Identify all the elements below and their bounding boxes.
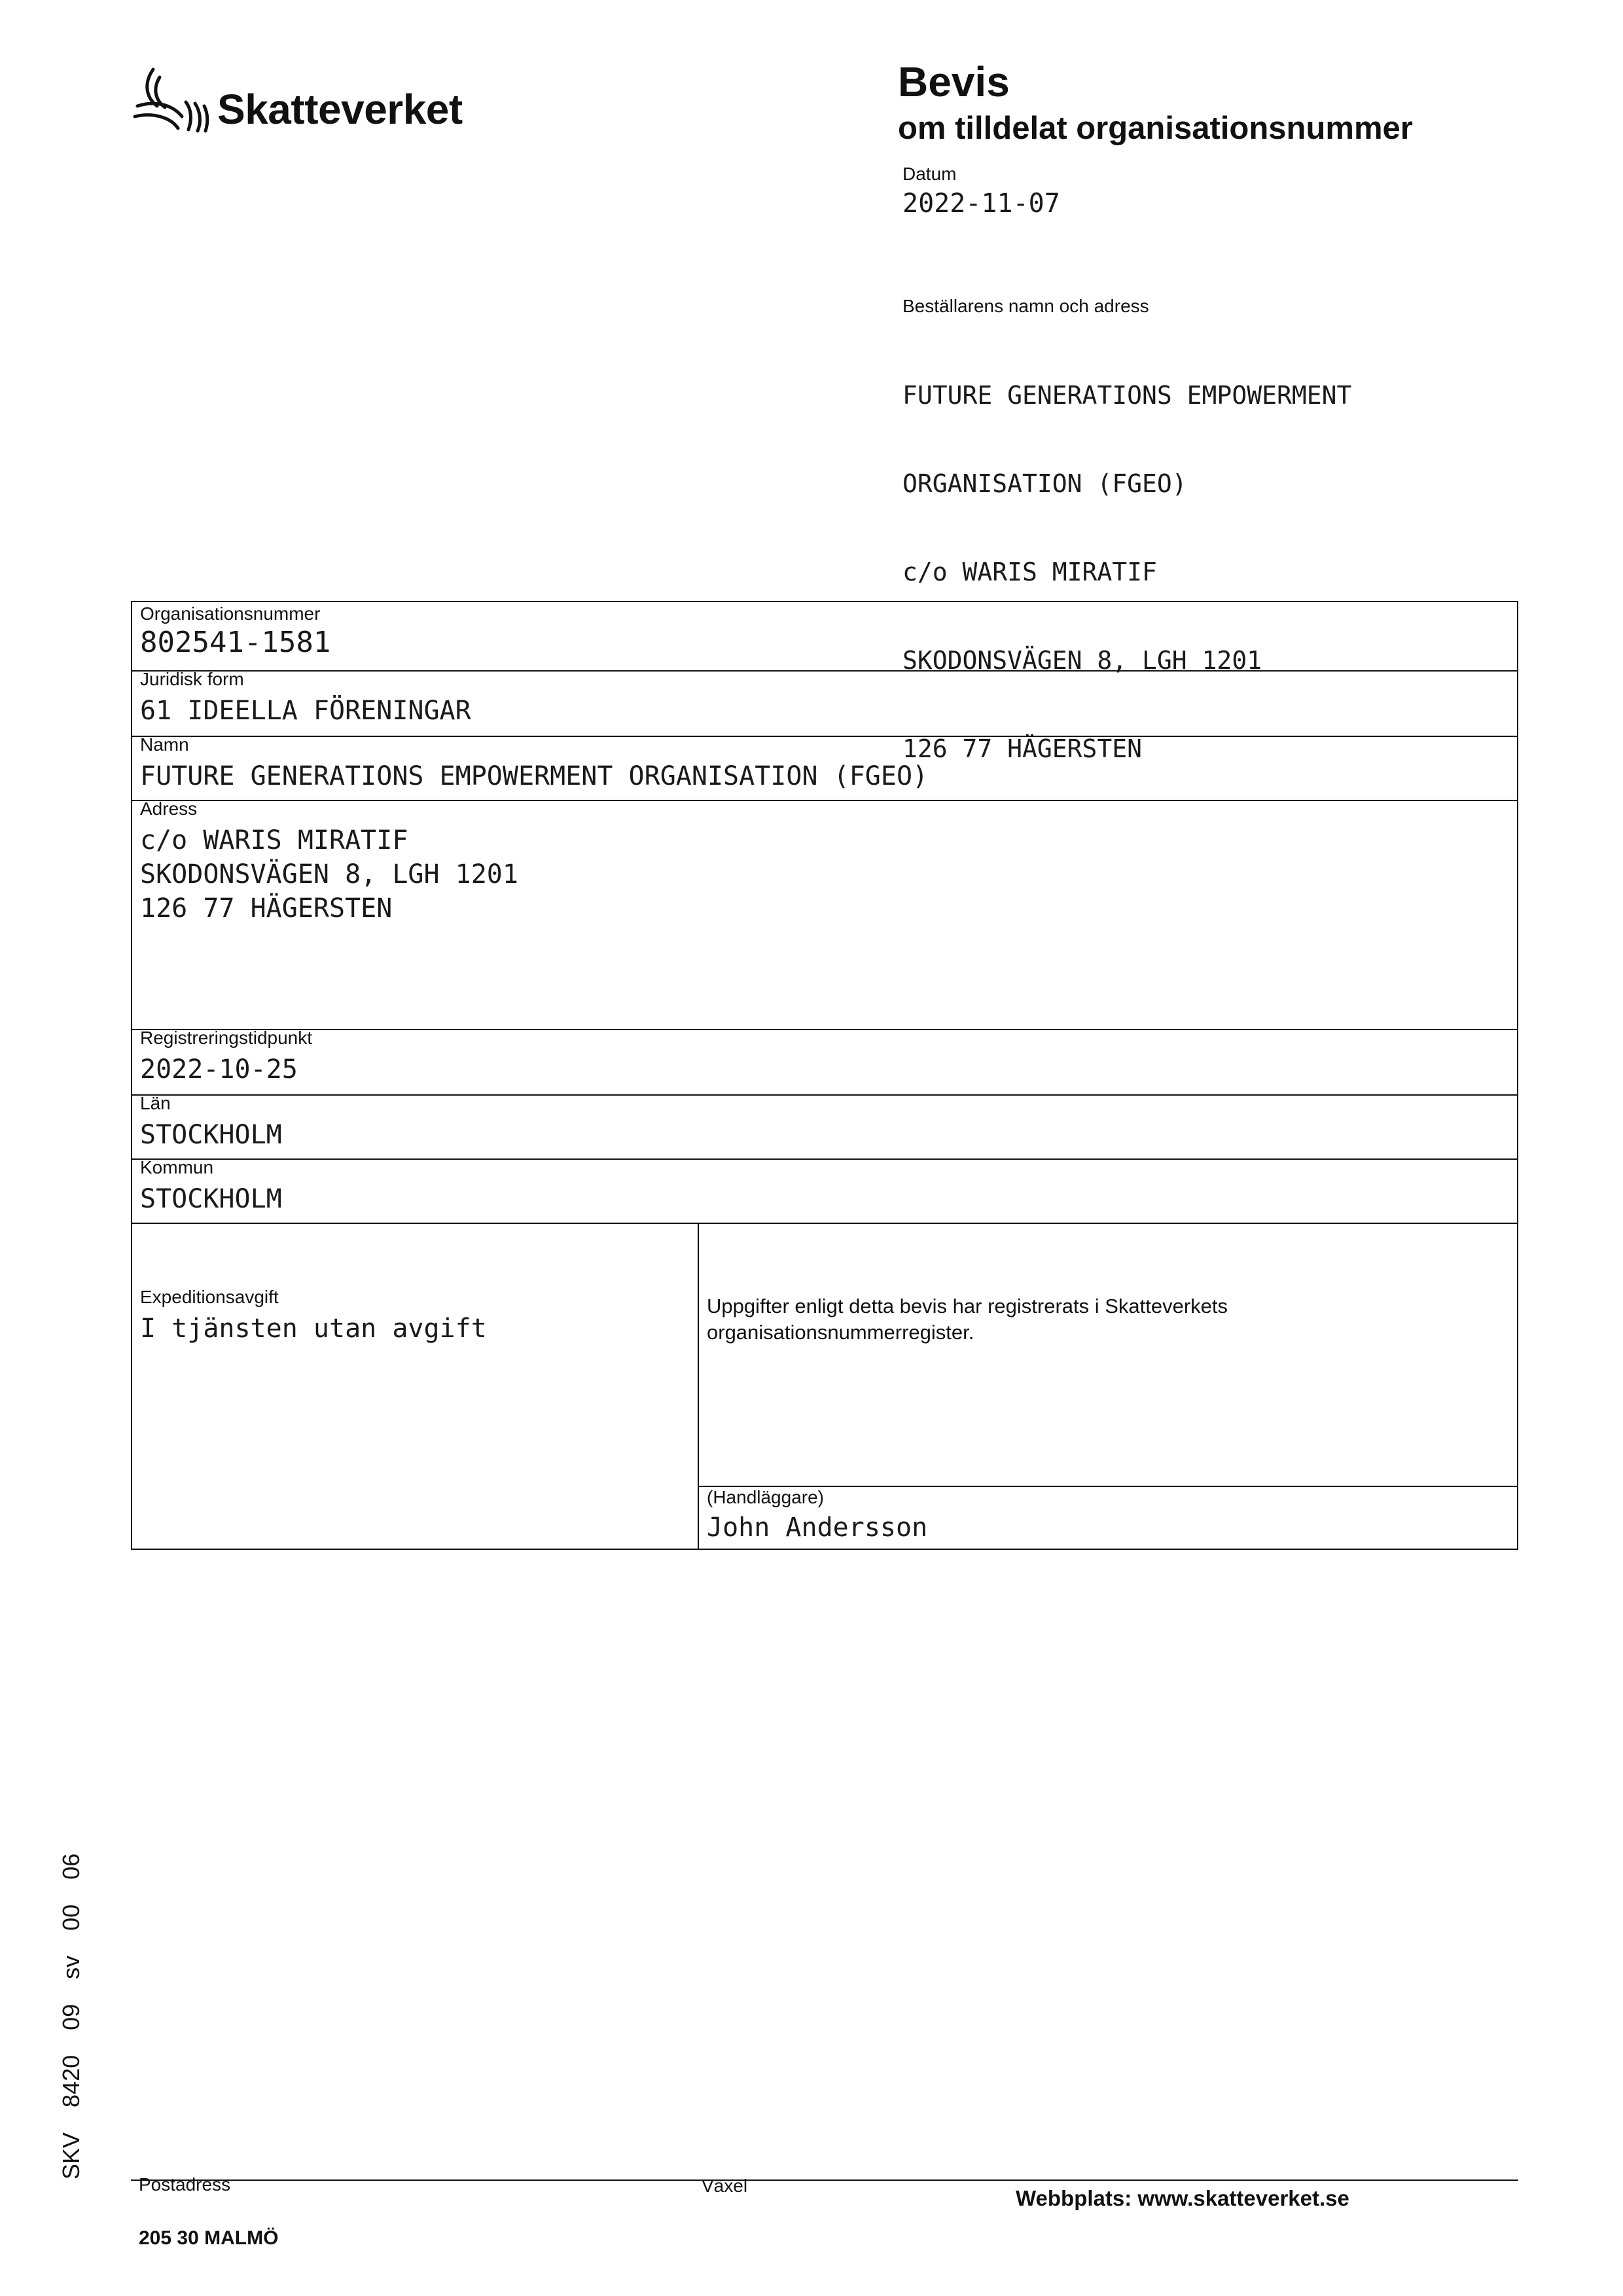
case-officer-value: John Andersson: [707, 1513, 928, 1543]
legal-form-label: Juridisk form: [140, 669, 244, 689]
website-text: Webbplats: www.skatteverket.se: [1016, 2186, 1349, 2210]
legal-form-value: 61 IDEELLA FÖRENINGAR: [140, 696, 471, 726]
county-label: Län: [140, 1093, 171, 1113]
postal-address-value: 205 30 MALMÖ: [139, 2227, 279, 2249]
registration-note-line: Uppgifter enligt detta bevis har registrerats i Skatteverkets: [707, 1295, 1228, 1318]
municipality-label: Kommun: [140, 1157, 214, 1177]
row-divider: [132, 670, 1517, 672]
row-divider: [132, 1094, 1517, 1096]
registration-date-label: Registreringstidpunkt: [140, 1028, 313, 1048]
logo-wordmark: Skatteverket: [217, 86, 463, 133]
date-label: Datum: [902, 164, 957, 184]
row-divider: [132, 1223, 1517, 1224]
row-divider: [132, 736, 1517, 737]
skatteverket-crown-icon: [131, 63, 211, 136]
name-label: Namn: [140, 734, 189, 755]
switchboard-label: Växel: [702, 2176, 748, 2196]
orderer-line: FUTURE GENERATIONS EMPOWERMENT: [902, 381, 1352, 410]
date-value: 2022-11-07: [902, 188, 1060, 219]
orderer-line: c/o WARIS MIRATIF: [902, 558, 1157, 586]
document-title: Bevis: [898, 58, 1010, 105]
document-subtitle: om tilldelat organisationsnummer: [898, 111, 1413, 146]
orgnr-label: Organisationsnummer: [140, 603, 321, 624]
footer-divider: [131, 2179, 1518, 2181]
column-divider: [698, 1223, 699, 1549]
address-line: SKODONSVÄGEN 8, LGH 1201: [140, 859, 518, 889]
orderer-line: 126 77 HÄGERSTEN: [902, 734, 1143, 763]
address-label: Adress: [140, 798, 198, 819]
name-value: FUTURE GENERATIONS EMPOWERMENT ORGANISATION (FGEO): [140, 761, 929, 791]
municipality-value: STOCKHOLM: [140, 1184, 282, 1214]
address-line: 126 77 HÄGERSTEN: [140, 893, 393, 924]
orderer-label: Beställarens namn och adress: [902, 296, 1149, 316]
orderer-line: ORGANISATION (FGEO): [902, 469, 1187, 498]
case-officer-label: (Handläggare): [707, 1487, 824, 1507]
orderer-line: SKODONSVÄGEN 8, LGH 1201: [902, 646, 1262, 675]
row-divider: [132, 1029, 1517, 1030]
postal-address-label: Postadress: [139, 2174, 231, 2195]
fee-label: Expeditionsavgift: [140, 1287, 279, 1307]
address-line: c/o WARIS MIRATIF: [140, 825, 408, 855]
registration-date-value: 2022-10-25: [140, 1054, 298, 1085]
form-code: SKV 8420 09 sv 00 06: [58, 1853, 84, 2179]
orgnr-value: 802541-1581: [140, 626, 331, 659]
registration-table: [131, 601, 1518, 1550]
county-value: STOCKHOLM: [140, 1120, 282, 1150]
skatteverket-logo: [131, 58, 497, 143]
fee-value: I tjänsten utan avgift: [140, 1314, 487, 1344]
row-divider: [132, 800, 1517, 801]
registration-note-line: organisationsnummerregister.: [707, 1321, 974, 1344]
row-divider: [132, 1158, 1517, 1160]
